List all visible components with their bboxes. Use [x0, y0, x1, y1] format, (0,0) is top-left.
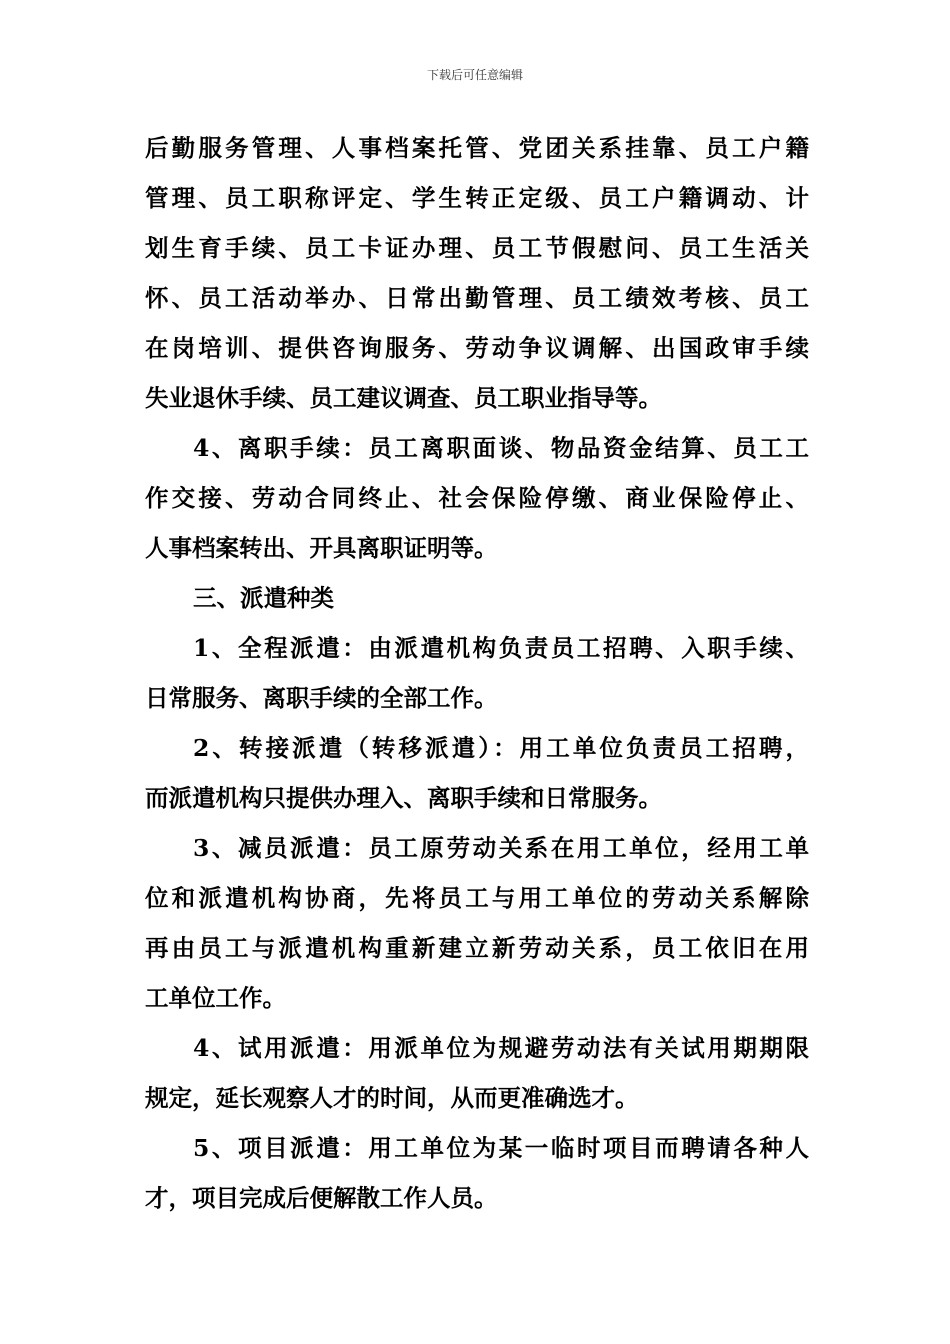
text-line: 4、离职手续：员工离职面谈、物品资金结算、员工工 — [193, 434, 809, 462]
text-line: 后勤服务管理、人事档案托管、党团关系挂靠、员工户籍 — [145, 134, 809, 162]
text-line: 日常服务、离职手续的全部工作。 — [145, 684, 498, 712]
text-line: 三、派遣种类 — [193, 584, 334, 612]
text-line: 规定，延长观察人才的时间，从而更准确选才。 — [145, 1084, 639, 1112]
document-body — [145, 123, 809, 1223]
text-line: 作交接、劳动合同终止、社会保险停缴、商业保险停止、 — [145, 484, 809, 512]
text-line: 才，项目完成后便解散工作人员。 — [145, 1184, 498, 1212]
page-header-note: 下载后可任意编辑 — [426, 68, 523, 82]
text-line: 在岗培训、提供咨询服务、劳动争议调解、出国政审手续 — [145, 334, 809, 362]
text-line: 人事档案转出、开具离职证明等。 — [145, 534, 498, 562]
text-line: 位和派遣机构协商，先将员工与用工单位的劳动关系解除 — [145, 884, 809, 912]
text-line: 而派遣机构只提供办理入、离职手续和日常服务。 — [145, 784, 662, 812]
text-line: 4、试用派遣：用派单位为规避劳动法有关试用期期限 — [193, 1034, 809, 1062]
text-line: 3、减员派遣：员工原劳动关系在用工单位，经用工单 — [193, 834, 809, 862]
text-line: 划生育手续、员工卡证办理、员工节假慰问、员工生活关 — [145, 234, 809, 262]
text-line: 工单位工作。 — [145, 984, 286, 1012]
text-line: 怀、员工活动举办、日常出勤管理、员工绩效考核、员工 — [145, 284, 809, 312]
text-line: 1、全程派遣：由派遣机构负责员工招聘、入职手续、 — [193, 634, 809, 662]
text-line: 再由员工与派遣机构重新建立新劳动关系，员工依旧在用 — [145, 934, 809, 962]
text-line: 管理、员工职称评定、学生转正定级、员工户籍调动、计 — [145, 184, 809, 212]
text-line: 失业退休手续、员工建议调查、员工职业指导等。 — [145, 384, 662, 412]
text-line: 5、项目派遣：用工单位为某一临时项目而聘请各种人 — [193, 1134, 809, 1162]
text-line: 2、转接派遣（转移派遣）：用工单位负责员工招聘， — [193, 734, 809, 762]
